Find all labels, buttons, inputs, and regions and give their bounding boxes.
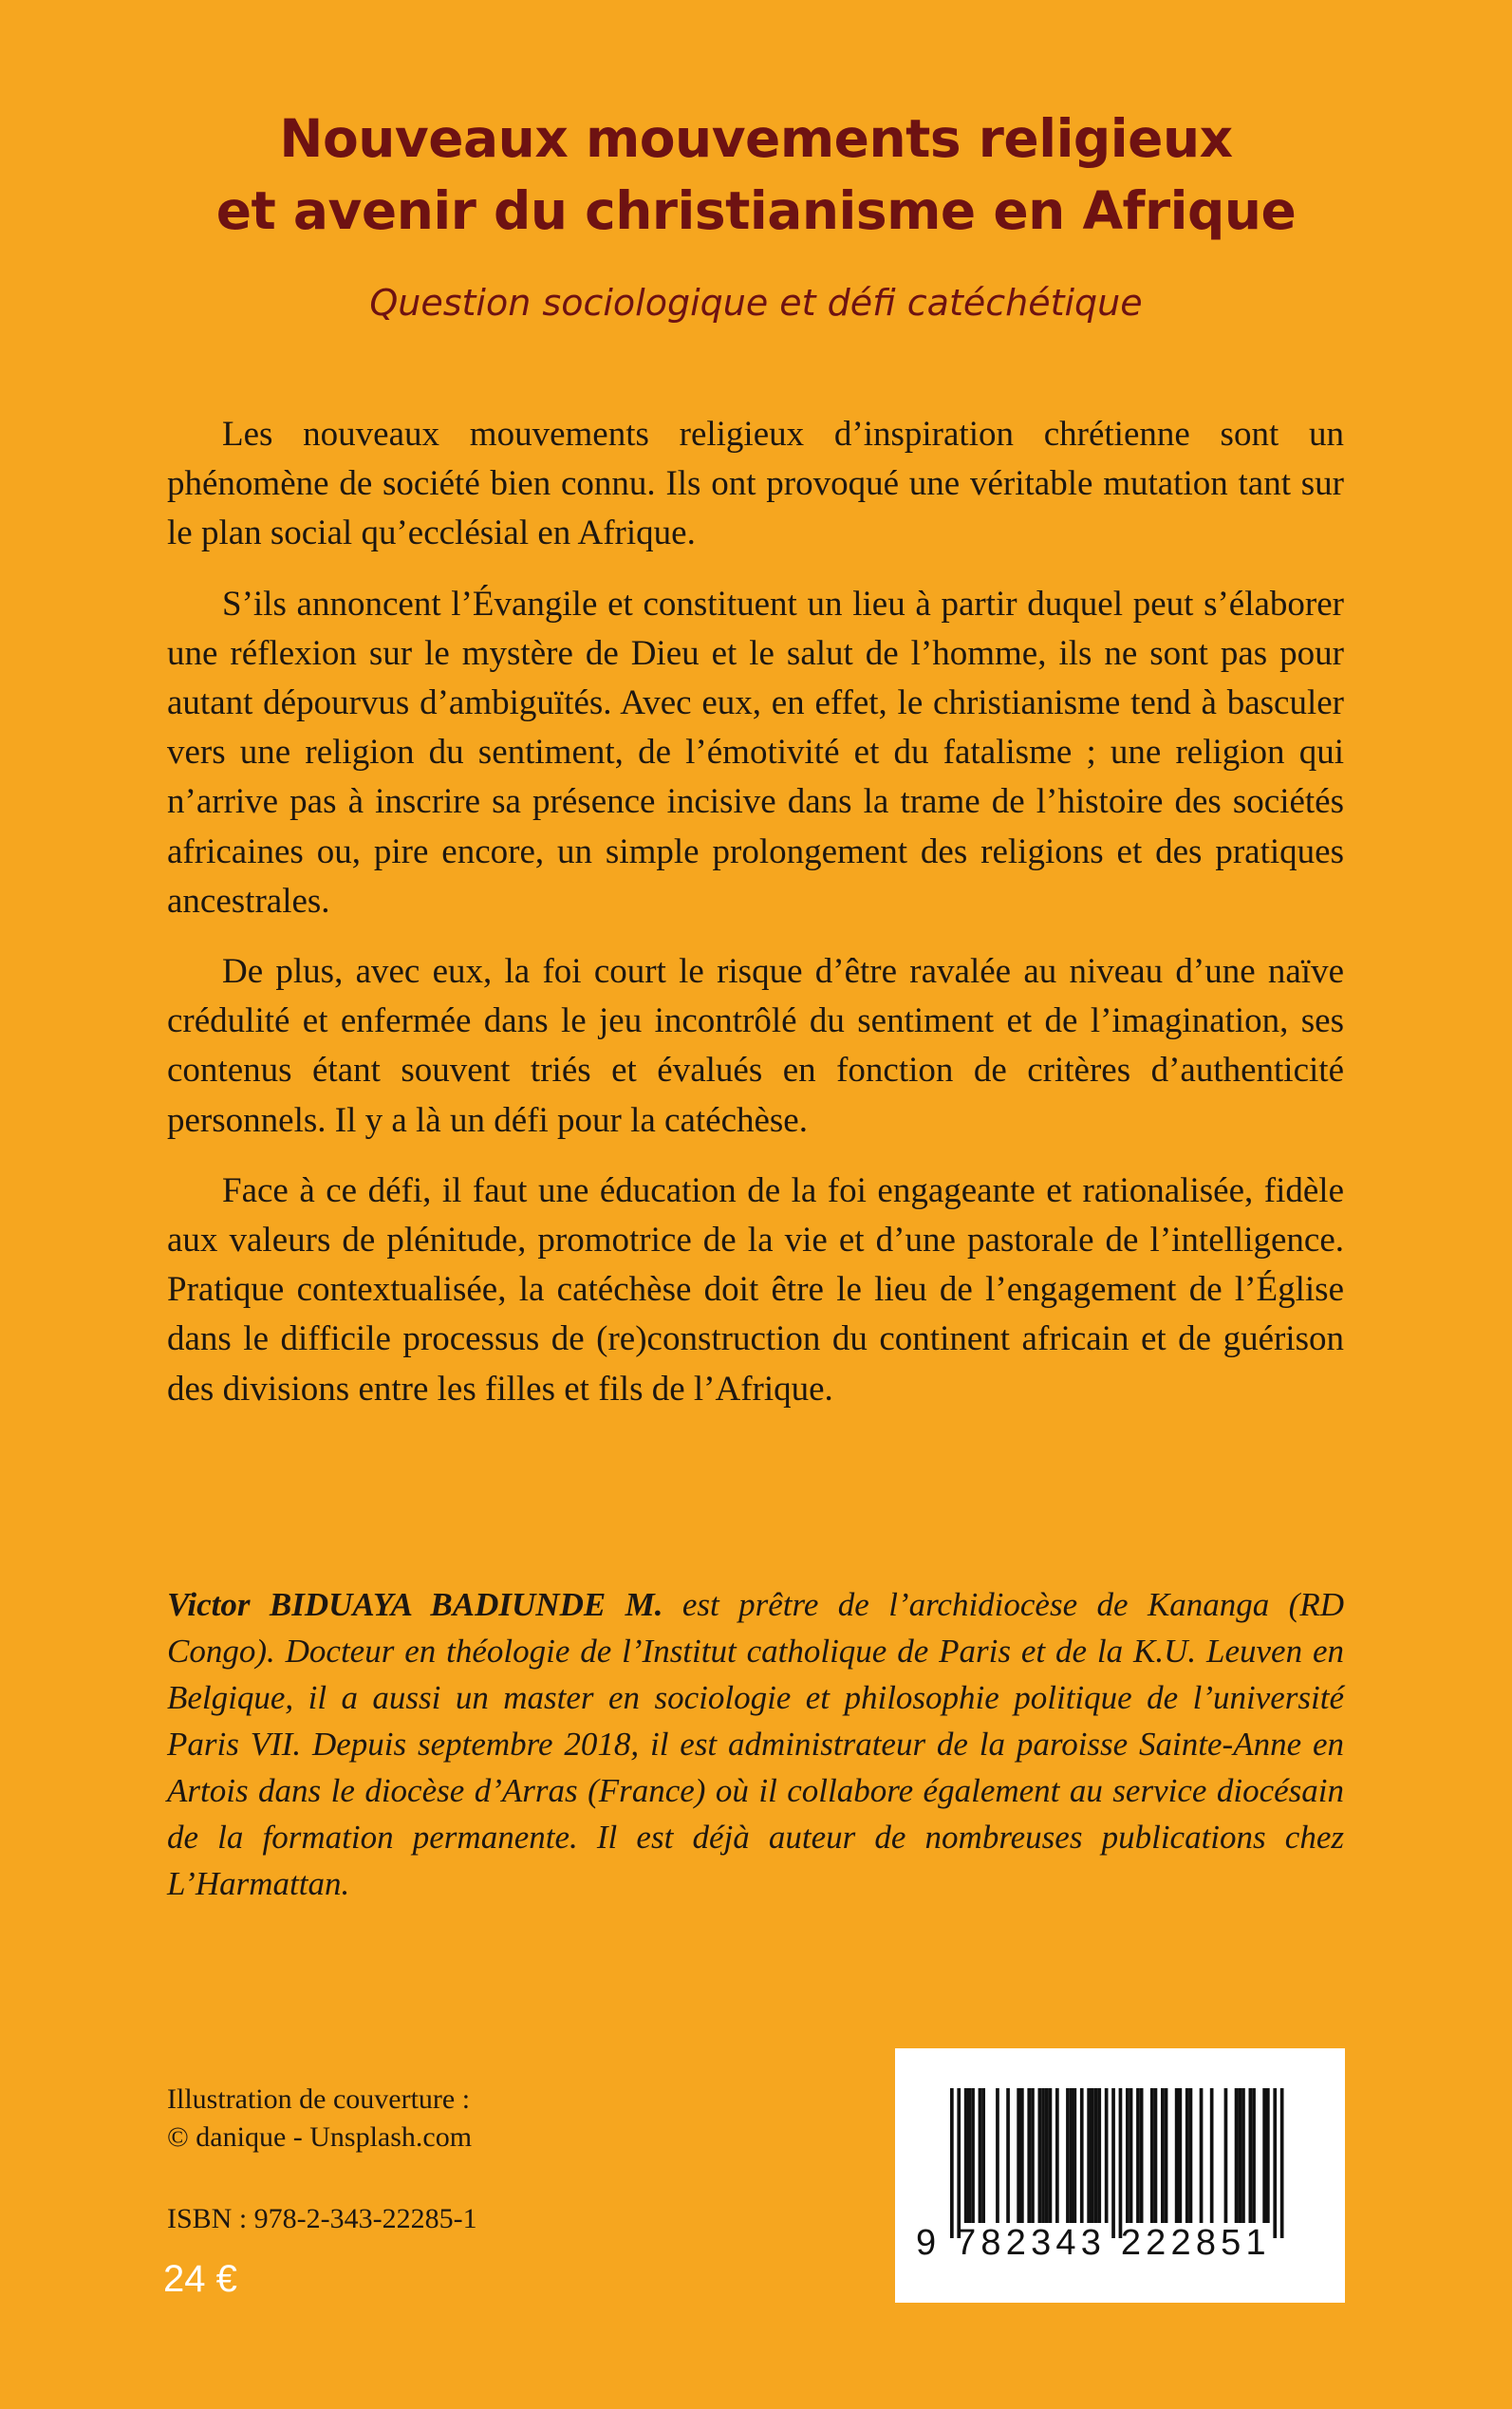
- barcode-bar: [1073, 2088, 1077, 2223]
- barcode-bar: [1136, 2088, 1140, 2223]
- barcode-bar: [1041, 2088, 1045, 2223]
- barcode-digits: 9 782343 222851: [916, 2223, 1271, 2263]
- author-bio-text: est prêtre de l’archidiocèse de Kananga (RD Congo). Docteur en théologie de l’Institut catholique de Paris et de la K.U. Leuven en Belgique, il a aussi un master en sociologie et philosophie politique de l’université Paris VII. Depuis septembre 2018, il est administrateur de la paroisse Sainte-Anne en Artois dans le diocèse d’Arras (France) où il collabore également au service diocésain de la formation permanente. Il est déjà auteur de nombreuses publications chez L’Harmattan.: [167, 1586, 1344, 1902]
- barcode-bar: [1252, 2088, 1256, 2223]
- barcode-bar: [1224, 2088, 1228, 2223]
- barcode-bar: [1161, 2088, 1165, 2223]
- barcode-bar: [1154, 2088, 1158, 2223]
- book-title: [0, 103, 1512, 247]
- barcode-bar: [1097, 2088, 1101, 2223]
- barcode-bar: [1129, 2088, 1133, 2223]
- barcode-bar: [1262, 2088, 1266, 2223]
- barcode-bar: [1080, 2088, 1084, 2223]
- barcode-bar: [1111, 2088, 1115, 2238]
- barcode-bar: [1280, 2088, 1284, 2238]
- barcode-bar: [1045, 2088, 1049, 2223]
- price: 24 €: [163, 2258, 237, 2300]
- barcode-bar: [1200, 2088, 1204, 2223]
- barcode-bar: [1241, 2088, 1245, 2223]
- isbn: ISBN : 978-2-343-22285-1: [167, 2203, 477, 2234]
- barcode-bar: [1235, 2088, 1239, 2223]
- barcode-bar: [996, 2088, 999, 2223]
- barcode-bar: [1210, 2088, 1214, 2223]
- barcode-bar: [1238, 2088, 1241, 2223]
- barcode-bar: [1031, 2088, 1035, 2223]
- barcode-bar: [1087, 2088, 1091, 2223]
- barcode-bar: [1150, 2088, 1154, 2223]
- barcode-bar: [1027, 2088, 1031, 2223]
- barcode-bar: [1094, 2088, 1098, 2223]
- blurb-paragraph-1: Les nouveaux mouvements religieux d’inspiration chrétienne sont un phénomène de société bien connu. Ils ont provoqué une véritable mutation tant sur le plan social qu’ecclésial en Afrique.: [167, 415, 1344, 553]
- barcode-bar: [1266, 2088, 1270, 2223]
- credits-line-1: Illustration de couverture :: [167, 2083, 471, 2115]
- barcode-bar: [1038, 2088, 1042, 2223]
- credits-line-2: © danique - Unsplash.com: [167, 2121, 473, 2153]
- barcode-bar: [968, 2088, 972, 2223]
- barcode: [895, 2048, 1345, 2303]
- barcode-bar: [1165, 2088, 1168, 2223]
- barcode-bar: [979, 2088, 982, 2223]
- blurb-paragraph-3: De plus, avec eux, la foi court le risque d’être ravalée au niveau d’une naïve crédulité et enfermée dans le jeu incontrôlé du sentiment et de l’imagination, ses contenus étant souvent triés et évalués en fonction de critères d’authenticité personnels. Il y a là un défi pour la catéchèse.: [167, 952, 1344, 1140]
- barcode-bar: [1119, 2088, 1123, 2238]
- book-subtitle: Question sociologique et défi catéchétique: [369, 282, 1143, 324]
- barcode-bar: [1049, 2088, 1053, 2223]
- barcode-bar: [1179, 2088, 1183, 2223]
- barcode-bar: [957, 2088, 961, 2238]
- barcode-bar: [950, 2088, 954, 2238]
- barcode-bar: [1006, 2088, 1010, 2223]
- blurb: [167, 410, 1344, 1435]
- author-bio: [167, 1581, 1344, 1907]
- barcode-bar: [1020, 2088, 1024, 2223]
- blurb-paragraph-2: S’ils annoncent l’Évangile et constituent un lieu à partir duquel peut s’élaborer une réflexion sur le mystère de Dieu et le salut de l’homme, ils ne sont pas pour autant dépourvus d’ambiguïtés. Avec eux, en effet, le christianisme tend à basculer vers une religion du sentiment, de l’émotivité et du fatalisme ; une religion qui n’arrive pas à inscrire sa présence incisive dans la trame de l’histoire des sociétés africaines ou, pire encore, un simple prolongement des religions et des pratiques ancestrales.: [167, 584, 1344, 921]
- author-name: Victor BIDUAYA BADIUNDE M.: [167, 1586, 663, 1623]
- title-line-2: et avenir du christianisme en Afrique: [215, 180, 1297, 241]
- barcode-bar: [1091, 2088, 1094, 2223]
- barcode-bar: [971, 2088, 975, 2223]
- barcode-bar: [1273, 2088, 1277, 2238]
- barcode-bar: [1017, 2088, 1020, 2223]
- barcode-bar: [1249, 2088, 1253, 2223]
- cover-credits: [167, 2081, 472, 2157]
- barcode-bar: [981, 2088, 985, 2223]
- barcode-bar: [1070, 2088, 1073, 2223]
- barcode-bar: [1189, 2088, 1193, 2223]
- barcode-bar: [1105, 2088, 1109, 2223]
- barcode-bar: [1126, 2088, 1129, 2223]
- barcode-bar: [964, 2088, 968, 2223]
- title-line-1: Nouveaux mouvements religieux: [279, 108, 1233, 169]
- barcode-bar: [1055, 2088, 1059, 2223]
- barcode-bars: [895, 2048, 1345, 2303]
- barcode-bar: [1185, 2088, 1189, 2223]
- blurb-paragraph-4: Face à ce défi, il faut une éducation de la foi engageante et rationalisée, fidèle aux valeurs de plénitude, promotrice de la vie et d’une pastorale de l’intelligence. Pratique contextualisée, la catéchèse doit être le lieu de l’engagement de l’Église dans le difficile processus de (re)construction du continent africain et de guérison des divisions entre les filles et fils de l’Afrique.: [167, 1170, 1344, 1409]
- barcode-bar: [1066, 2088, 1070, 2223]
- barcode-bar: [1140, 2088, 1144, 2223]
- barcode-bar: [1175, 2088, 1179, 2223]
